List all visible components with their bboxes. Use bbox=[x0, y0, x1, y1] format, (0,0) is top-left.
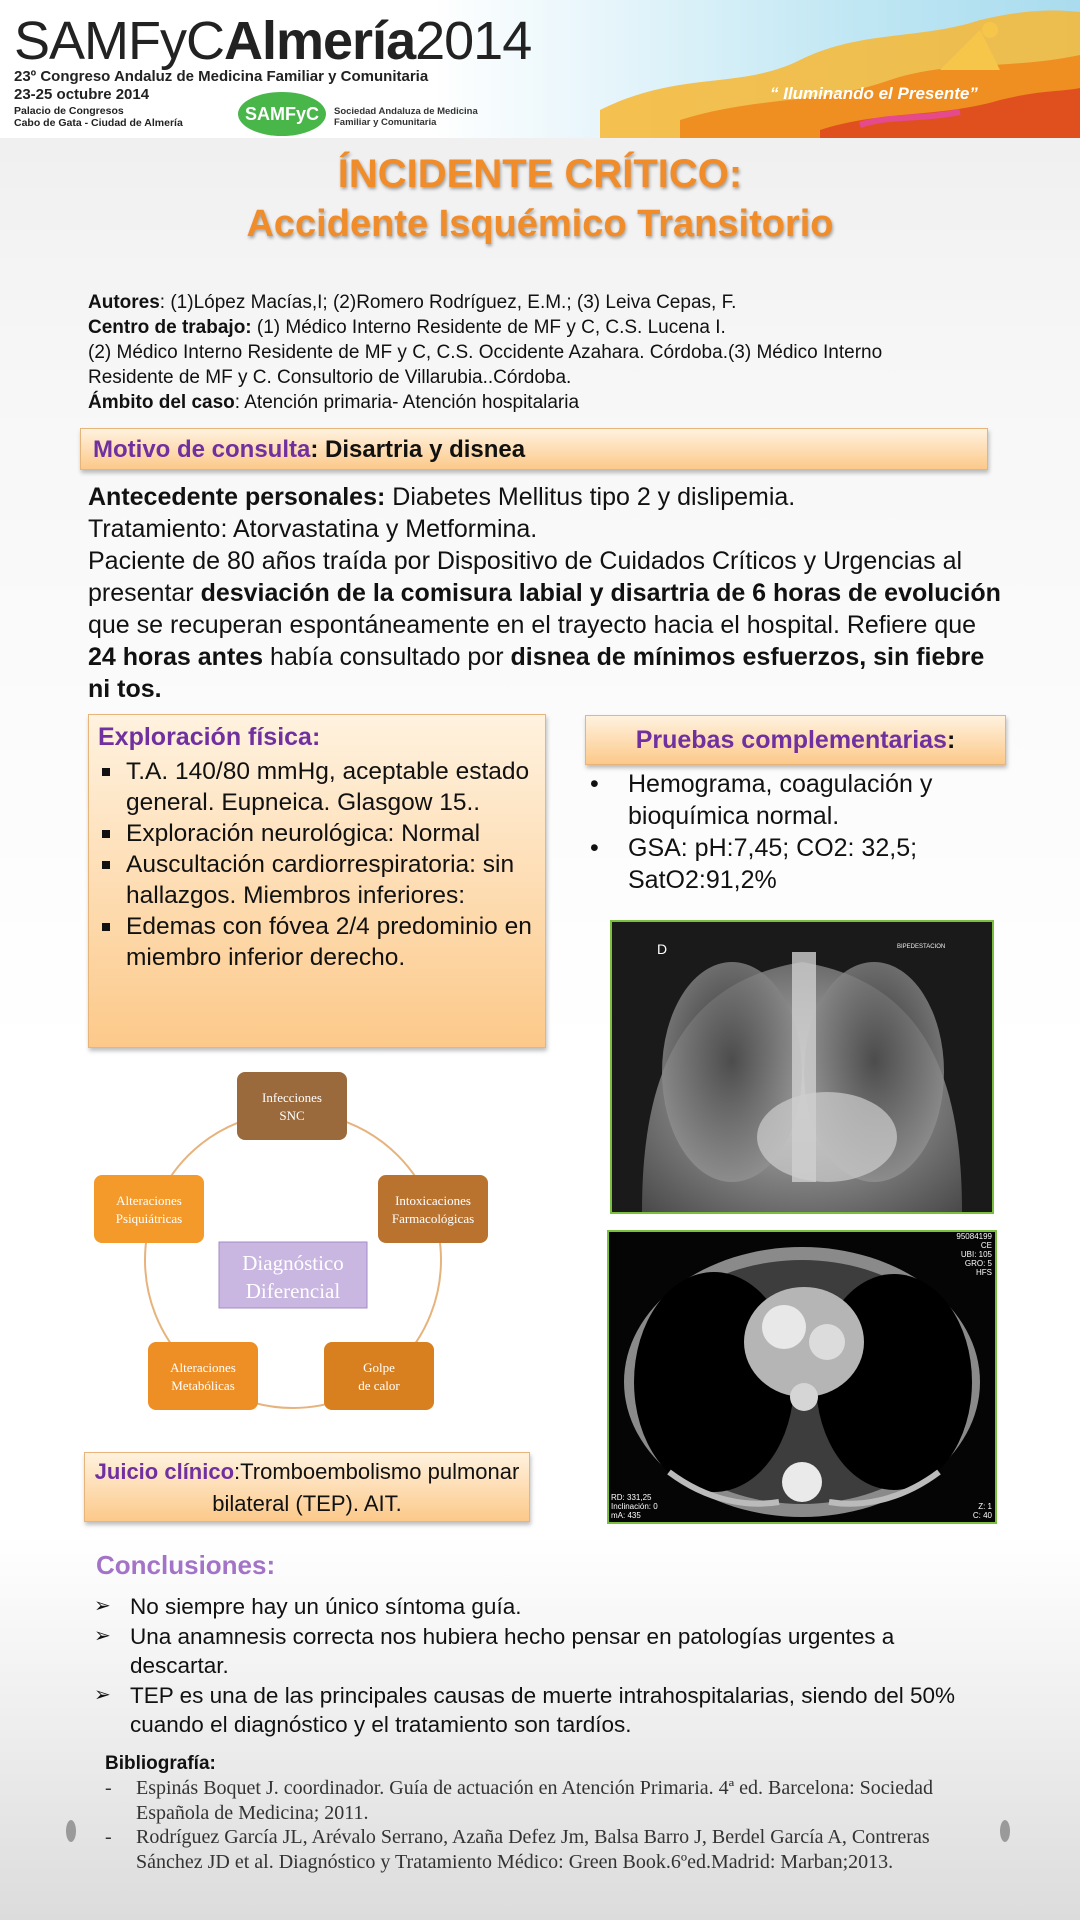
list-item: - Rodríguez García JL, Arévalo Serrano, Azaña Defez Jm, Balsa Barro J, Berdel García A, Contreras Sánchez JD et al. Diagnóstico y Tratamiento Médico: Green Book.6ºed.Madrid: Marban;2013. bbox=[105, 1825, 995, 1874]
list-item: ➢ No siempre hay un único síntoma guía. bbox=[94, 1592, 994, 1622]
brand-title: SAMFyCAlmería2014 bbox=[14, 11, 532, 71]
diagram-node-label: Psiquiátricas bbox=[115, 1211, 183, 1226]
diagram-node-label: Farmacológicas bbox=[391, 1211, 475, 1226]
scope-line: Ámbito del caso: Atención primaria- Atención hospitalaria bbox=[88, 392, 580, 413]
diagram-node bbox=[94, 1175, 204, 1243]
diagram-node-box bbox=[378, 1175, 488, 1243]
list-item: Auscultación cardiorrespiratoria: sin hallazgos. Miembros inferiores: bbox=[126, 849, 535, 911]
physical-exam-box bbox=[88, 714, 546, 1048]
congress-venue: Palacio de Congresos Cabo de Gata - Ciudad de Almería bbox=[14, 105, 183, 129]
conclusions-title: Conclusiones: bbox=[96, 1550, 276, 1580]
diagram-node-label: SNC bbox=[279, 1108, 305, 1123]
list-item: ➢ Una anamnesis correcta nos hubiera hecho pensar en patologías urgentes a descartar. bbox=[94, 1622, 994, 1681]
diagram-node bbox=[324, 1342, 434, 1410]
diagram-node bbox=[378, 1175, 488, 1243]
diagram-node-label: Metabólicas bbox=[171, 1378, 235, 1393]
diagram-center-line2: Diferencial bbox=[245, 1279, 341, 1303]
diagram-node-label: Alteraciones bbox=[116, 1193, 182, 1208]
authors-line: Autores: (1)López Macías,I; (2)Romero Rodríguez, E.M.; (3) Leiva Cepas, F. bbox=[88, 292, 737, 313]
diagram-node-box bbox=[148, 1342, 258, 1410]
congress-dates: 23-25 octubre 2014 bbox=[14, 86, 150, 103]
congress-slogan: “ Iluminando el Presente” bbox=[770, 84, 978, 103]
physical-exam-title: Exploración física: bbox=[98, 723, 321, 751]
conclusions-list bbox=[94, 1592, 994, 1740]
poster-title-line2: Accidente Isquémico Transitorio bbox=[246, 203, 834, 245]
diagram-node-label: Alteraciones bbox=[170, 1360, 236, 1375]
list-item: Exploración neurológica: Normal bbox=[126, 818, 535, 849]
diagram-node-label: de calor bbox=[358, 1378, 400, 1393]
ct-overlay-bottom-right: Z: 1 C: 40 bbox=[972, 1502, 992, 1520]
slide-dot-right bbox=[1000, 1820, 1010, 1842]
diagram-node-box bbox=[237, 1072, 347, 1140]
reason-for-consultation: Motivo de consulta: Disartria y disnea bbox=[80, 428, 988, 470]
chest-xray-image bbox=[610, 920, 994, 1214]
diagram-node bbox=[148, 1342, 258, 1410]
samfyc-logo: SAMFyC bbox=[238, 92, 326, 136]
diagram-center bbox=[219, 1242, 367, 1308]
workplace-line: Centro de trabajo: (1) Médico Interno Residente de MF y C, C.S. Lucena I. bbox=[88, 317, 726, 338]
slide-dot-left bbox=[66, 1820, 76, 1842]
bibliography-list bbox=[105, 1776, 995, 1874]
header-banner bbox=[0, 0, 1080, 138]
chest-ct-image bbox=[607, 1230, 997, 1524]
xray-marker: D bbox=[657, 941, 668, 957]
society-name: Sociedad Andaluza de Medicina Familiar y Comunitaria bbox=[334, 106, 478, 128]
ct-overlay-bottom-left: RD: 331,25 Inclinación: 0 mA: 435 bbox=[611, 1493, 658, 1520]
list-item: • Hemograma, coagulación y bioquímica normal. bbox=[588, 768, 1008, 832]
diagram-center-line1: Diagnóstico bbox=[242, 1251, 344, 1275]
poster-title-line1: ÍNCIDENTE CRÍTICO: bbox=[337, 152, 743, 196]
diagram-node-label: Golpe bbox=[363, 1360, 395, 1375]
list-item: • GSA: pH:7,45; CO2: 32,5; SatO2:91,2% bbox=[588, 832, 1008, 896]
authors-block bbox=[88, 290, 948, 415]
medical-history: Antecedente personales: Diabetes Mellitus tipo 2 y dislipemia. Tratamiento: Atorvastatina y Metformina. Paciente de 80 años traída por Dispositivo de Cuidados Críticos y Urgencias al presentar desviación de la comisura labial y disartria de 6 horas de evolución que se recuperan espontáneamente en el trayecto hacia el hospital. Refiere que 24 horas antes había consultado por disnea de mínimos esfuerzos, sin fiebre ni tos. bbox=[88, 483, 1001, 703]
differential-diagnosis-diagram bbox=[80, 1060, 520, 1430]
diagram-node-label: Intoxicaciones bbox=[395, 1193, 471, 1208]
list-item: - Espinás Boquet J. coordinador. Guía de actuación en Atención Primaria. 4ª ed. Barcelona: Sociedad Española de Medicina; 2011. bbox=[105, 1776, 995, 1825]
clinical-judgement-box: Juicio clínico:Tromboembolismo pulmonar bilateral (TEP). AIT. bbox=[84, 1452, 530, 1522]
tests-list bbox=[588, 768, 1008, 896]
diagram-node-box bbox=[324, 1342, 434, 1410]
diagram-node-label: Infecciones bbox=[262, 1090, 322, 1105]
list-item: T.A. 140/80 mmHg, aceptable estado general. Eupneica. Glasgow 15.. bbox=[126, 756, 535, 818]
list-item: Edemas con fóvea 2/4 predominio en miembro inferior derecho. bbox=[126, 911, 535, 973]
tests-header: Pruebas complementarias: bbox=[585, 715, 1006, 765]
bibliography-title: Bibliografía: bbox=[105, 1753, 216, 1774]
workplace-continued: (2) Médico Interno Residente de MF y C, C.S. Occidente Azahara. Córdoba.(3) Médico Interno Residente de MF y C. Consultorio de Villarubia..Córdoba. bbox=[88, 342, 883, 388]
diagram-node bbox=[237, 1072, 347, 1140]
ct-overlay-top-right: 95084199 CE UBI: 105 GRO: 5 HFS bbox=[956, 1232, 992, 1277]
physical-exam-list bbox=[98, 756, 535, 973]
list-item: ➢ TEP es una de las principales causas de muerte intrahospitalarias, siendo del 50% cuando el diagnóstico y el tratamiento son tardíos. bbox=[94, 1681, 994, 1740]
congress-name: 23º Congreso Andaluz de Medicina Familiar y Comunitaria bbox=[14, 68, 429, 85]
xray-tag: BIPEDESTACION bbox=[897, 944, 946, 950]
diagram-node-box bbox=[94, 1175, 204, 1243]
banner-landscape-graphic bbox=[560, 0, 1080, 138]
